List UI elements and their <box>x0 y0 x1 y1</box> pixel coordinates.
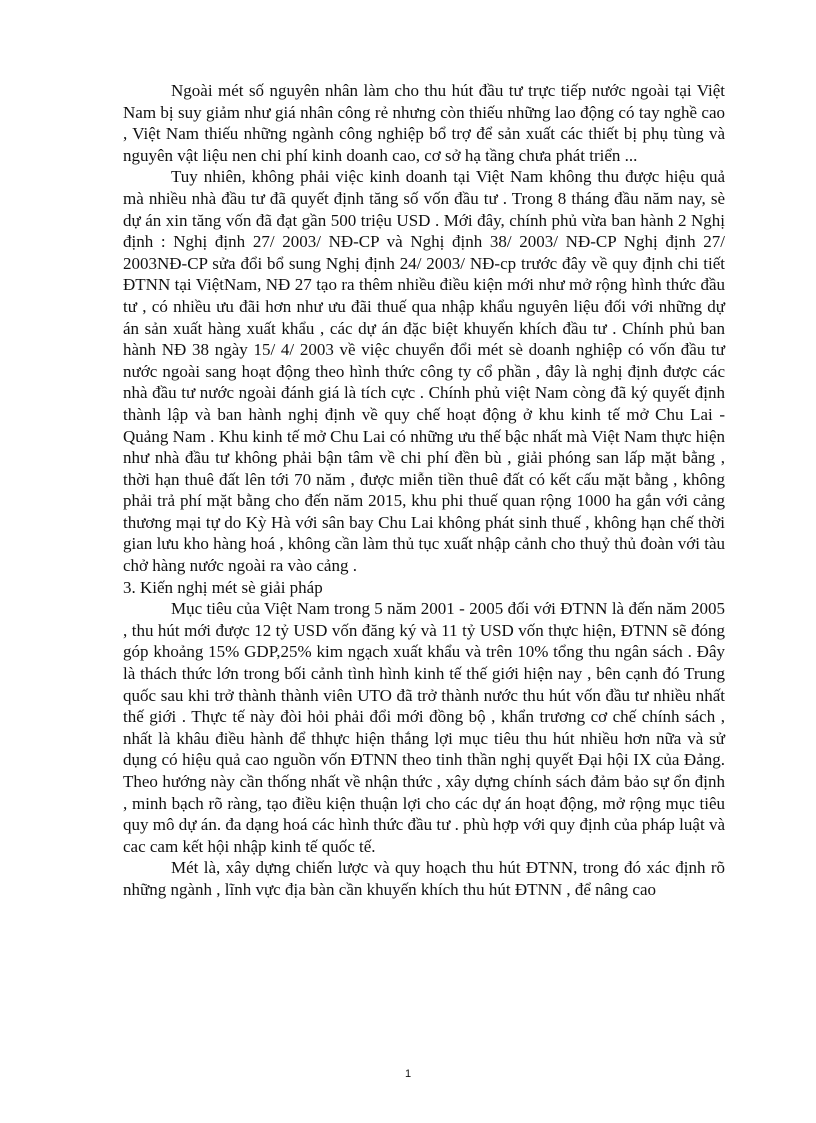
page-number: 1 <box>404 1068 412 1080</box>
paragraph-2: Tuy nhiên, không phải việc kinh doanh tại Việt Nam không thu được hiệu quả mà nhiều nhà đầu tư đã quyết định tăng số vốn đầu tư . Trong 8 tháng đầu năm nay, sè dự án xin tăng vốn đã đạt gần 500 triệu USD . Mới đây, chính phủ vừa ban hành 2 Nghị định : Nghị định 27/ 2003/ NĐ-CP và Nghị định 38/ 2003/ NĐ-CP Nghị định 27/ 2003NĐ-CP sửa đổi bổ sung Nghị định 24/ 2003/ NĐ-cp trước đây về quy định chi tiết ĐTNN tại ViệtNam, NĐ 27 tạo ra thêm nhiều điều kiện mới như mở rộng hình thức đầu tư , có nhiều ưu đãi hơn như ưu đãi thuế qua nhập khẩu nguyên liệu đối với những dự án sản xuất hàng xuất khẩu , các dự án đặc biệt khuyến khích đầu tư . Chính phủ ban hành NĐ 38 ngày 15/ 4/ 2003 về việc chuyển đổi mét sè doanh nghiệp có vốn đầu tư nước ngoài sang hoạt động theo hình thức công ty cổ phần , đây là nghị định được các nhà đầu tư nước ngoài đánh giá là tích cực . Chính phủ việt Nam còng đã ký quyết định thành lập và ban hành nghị định về quy chế hoạt động ở khu kinh tế mở Chu Lai - Quảng Nam . Khu kinh tế mở Chu Lai có những ưu thế bậc nhất mà Việt Nam thực hiện như nhà đầu tư không phải bận tâm về chi phí đền bù , giải phóng san lấp mặt bằng , thời hạn thuê đất lên tới 70 năm , được miễn tiền thuê đất có kết cấu mặt bằng , không phải trả phí mặt bằng cho đến năm 2015, khu phi thuế quan rộng 1000 ha gắn với cảng thương mại tự do Kỳ Hà với sân bay Chu Lai không phát sinh thuế , không hạn chế thời gian lưu kho hàng hoá , không cần làm thủ tục xuất nhập cảnh cho thuỷ thủ đoàn với tàu chở hàng nước ngoài ra vào cảng . <box>123 167 725 576</box>
section-heading: 3. Kiến nghị mét sè giải pháp <box>123 577 323 597</box>
paragraph-3: Mục tiêu của Việt Nam trong 5 năm 2001 - 2005 đối với ĐTNN là đến năm 2005 , thu hút mới được 12 tỷ USD vốn đăng ký và 11 tỷ USD vốn thực hiện, ĐTNN sẽ đóng góp khoảng 15% GDP,25% kim ngạch xuất khẩu và trên 10% tổng thu ngân sách . Đây là thách thức lớn trong bối cảnh tình hình kinh tế thế giới hiện nay , bên cạnh đó Trung quốc sau khi trở thành thành viên UTO đã trở thành nước thu hút vốn đầu tư nhiều nhất thế giới . Thực tế này đòi hỏi phải đổi mới đồng bộ , khẩn trương cơ chế chính sách , nhất là khâu điều hành để thhực hiện thắng lợi mục tiêu thu hút nhiều hơn nữa và sử dụng có hiệu quả cao nguồn vốn ĐTNN theo tinh thần nghị quyết Đại hội IX của Đảng. Theo hướng này cần thống nhất về nhận thức , xây dựng chính sách đảm bảo sự ổn định , minh bạch rõ ràng, tạo điều kiện thuận lợi cho các dự án hoạt động, mở rộng mục tiêu quy mô dự án. đa dạng hoá các hình thức đầu tư . phù hợp với quy định của pháp luật và cac cam kết hội nhập kinh tế quốc tế. <box>123 599 725 856</box>
paragraph-1: Ngoài mét số nguyên nhân làm cho thu hút đầu tư trực tiếp nước ngoài tại Việt Nam bị suy giảm như giá nhân công rẻ nhưng còn thiếu những lao động có tay nghề cao , Việt Nam thiếu những ngành công nghiệp bổ trợ để sản xuất các thiết bị phụ tùng và nguyên vật liệu nen chi phí kinh doanh cao, cơ sở hạ tầng chưa phát triển ... <box>123 81 725 165</box>
paragraph-4: Mét là, xây dựng chiến lược và quy hoạch thu hút ĐTNN, trong đó xác định rõ những ngành , lĩnh vực địa bàn cần khuyến khích thu hút ĐTNN , để nâng cao <box>123 858 725 899</box>
document-body <box>123 80 725 901</box>
